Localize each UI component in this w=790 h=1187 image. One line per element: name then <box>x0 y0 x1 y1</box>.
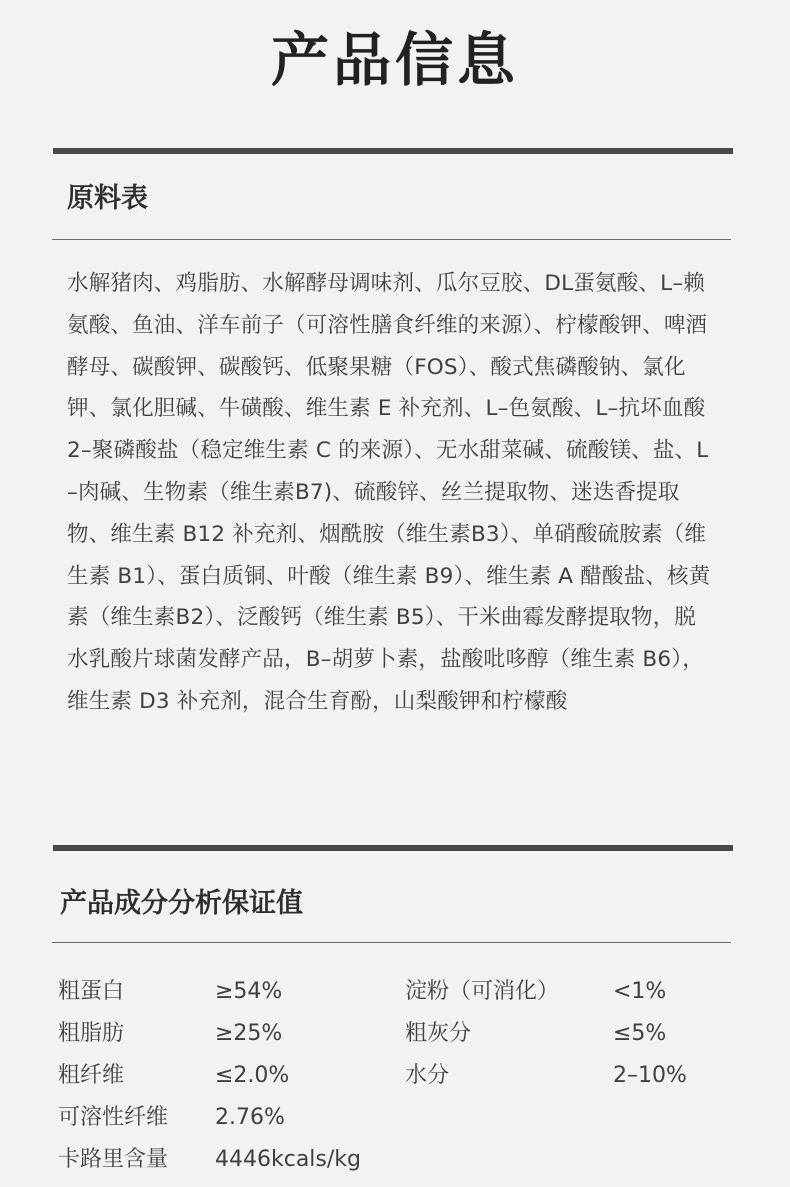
nutrient-value: 4446kcals/kg <box>215 1147 361 1172</box>
ingredients-list: 水解猪肉、鸡脂肪、水解酵母调味剂、瓜尔豆胶、DL蛋氨酸、L–赖氨酸、鱼油、洋车前子（可溶性膳食纤维的来源）、柠檬酸钾、啤酒酵母、碳酸钾、碳酸钙、低聚果糖（FOS）、酸式焦磷酸钠、氯化钾、氯化胆碱、牛磺酸、维生素 E 补充剂、L–色氨酸、L–抗坏血酸 2–聚磷酸盐（稳定维生素 C 的来源）、无水甜菜碱、硫酸镁、盐、L–肉碱、生物素（维生素B7)、硫酸锌、丝兰提取物、迷迭香提取物、维生素 B12 补充剂、烟酰胺（维生素B3）、单硝酸硫胺素（维生素 B1）、蛋白质铜、叶酸（维生素 B9）、维生素 A 醋酸盐、核黄素（维生素B2）、泛酸钙（维生素 B5）、干米曲霉发酵提取物，脱水乳酸片球菌发酵产品，B–胡萝卜素，盐酸吡哆醇（维生素 B6），维生素 D3 补充剂，混合生育酚，山梨酸钾和柠檬酸 <box>67 271 711 714</box>
analysis-row <box>58 1139 738 1181</box>
page-title: 产品信息 <box>270 26 519 94</box>
nutrient-name: 淀粉（可消化） <box>405 979 560 1004</box>
nutrient-name: 粗脂肪 <box>58 1021 125 1046</box>
nutrient-value: <1% <box>613 979 667 1004</box>
analysis-heading-underline <box>52 942 731 943</box>
analysis-row <box>58 1055 738 1097</box>
nutrient-value: ≤2.0% <box>215 1063 290 1088</box>
nutrient-name: 粗蛋白 <box>58 979 125 1004</box>
nutrient-name: 水分 <box>405 1063 450 1088</box>
analysis-row <box>58 1097 738 1139</box>
ingredients-heading: 原料表 <box>67 183 148 214</box>
nutrient-value: ≥54% <box>215 979 283 1004</box>
nutrient-value: ≤5% <box>613 1021 667 1046</box>
section-divider-middle <box>53 845 733 851</box>
nutrient-name: 可溶性纤维 <box>58 1105 169 1130</box>
analysis-row <box>58 971 738 1013</box>
nutrient-name: 卡路里含量 <box>58 1147 169 1172</box>
nutrient-value: 2.76% <box>215 1105 285 1130</box>
nutrient-name: 粗纤维 <box>58 1063 125 1088</box>
analysis-row <box>58 1013 738 1055</box>
nutrient-value: 2–10% <box>613 1063 687 1088</box>
nutrient-value: ≥25% <box>215 1021 283 1046</box>
ingredients-heading-underline <box>52 239 731 240</box>
nutrient-name: 粗灰分 <box>405 1021 472 1046</box>
section-divider-top <box>53 148 733 154</box>
analysis-heading: 产品成分分析保证值 <box>60 888 303 919</box>
